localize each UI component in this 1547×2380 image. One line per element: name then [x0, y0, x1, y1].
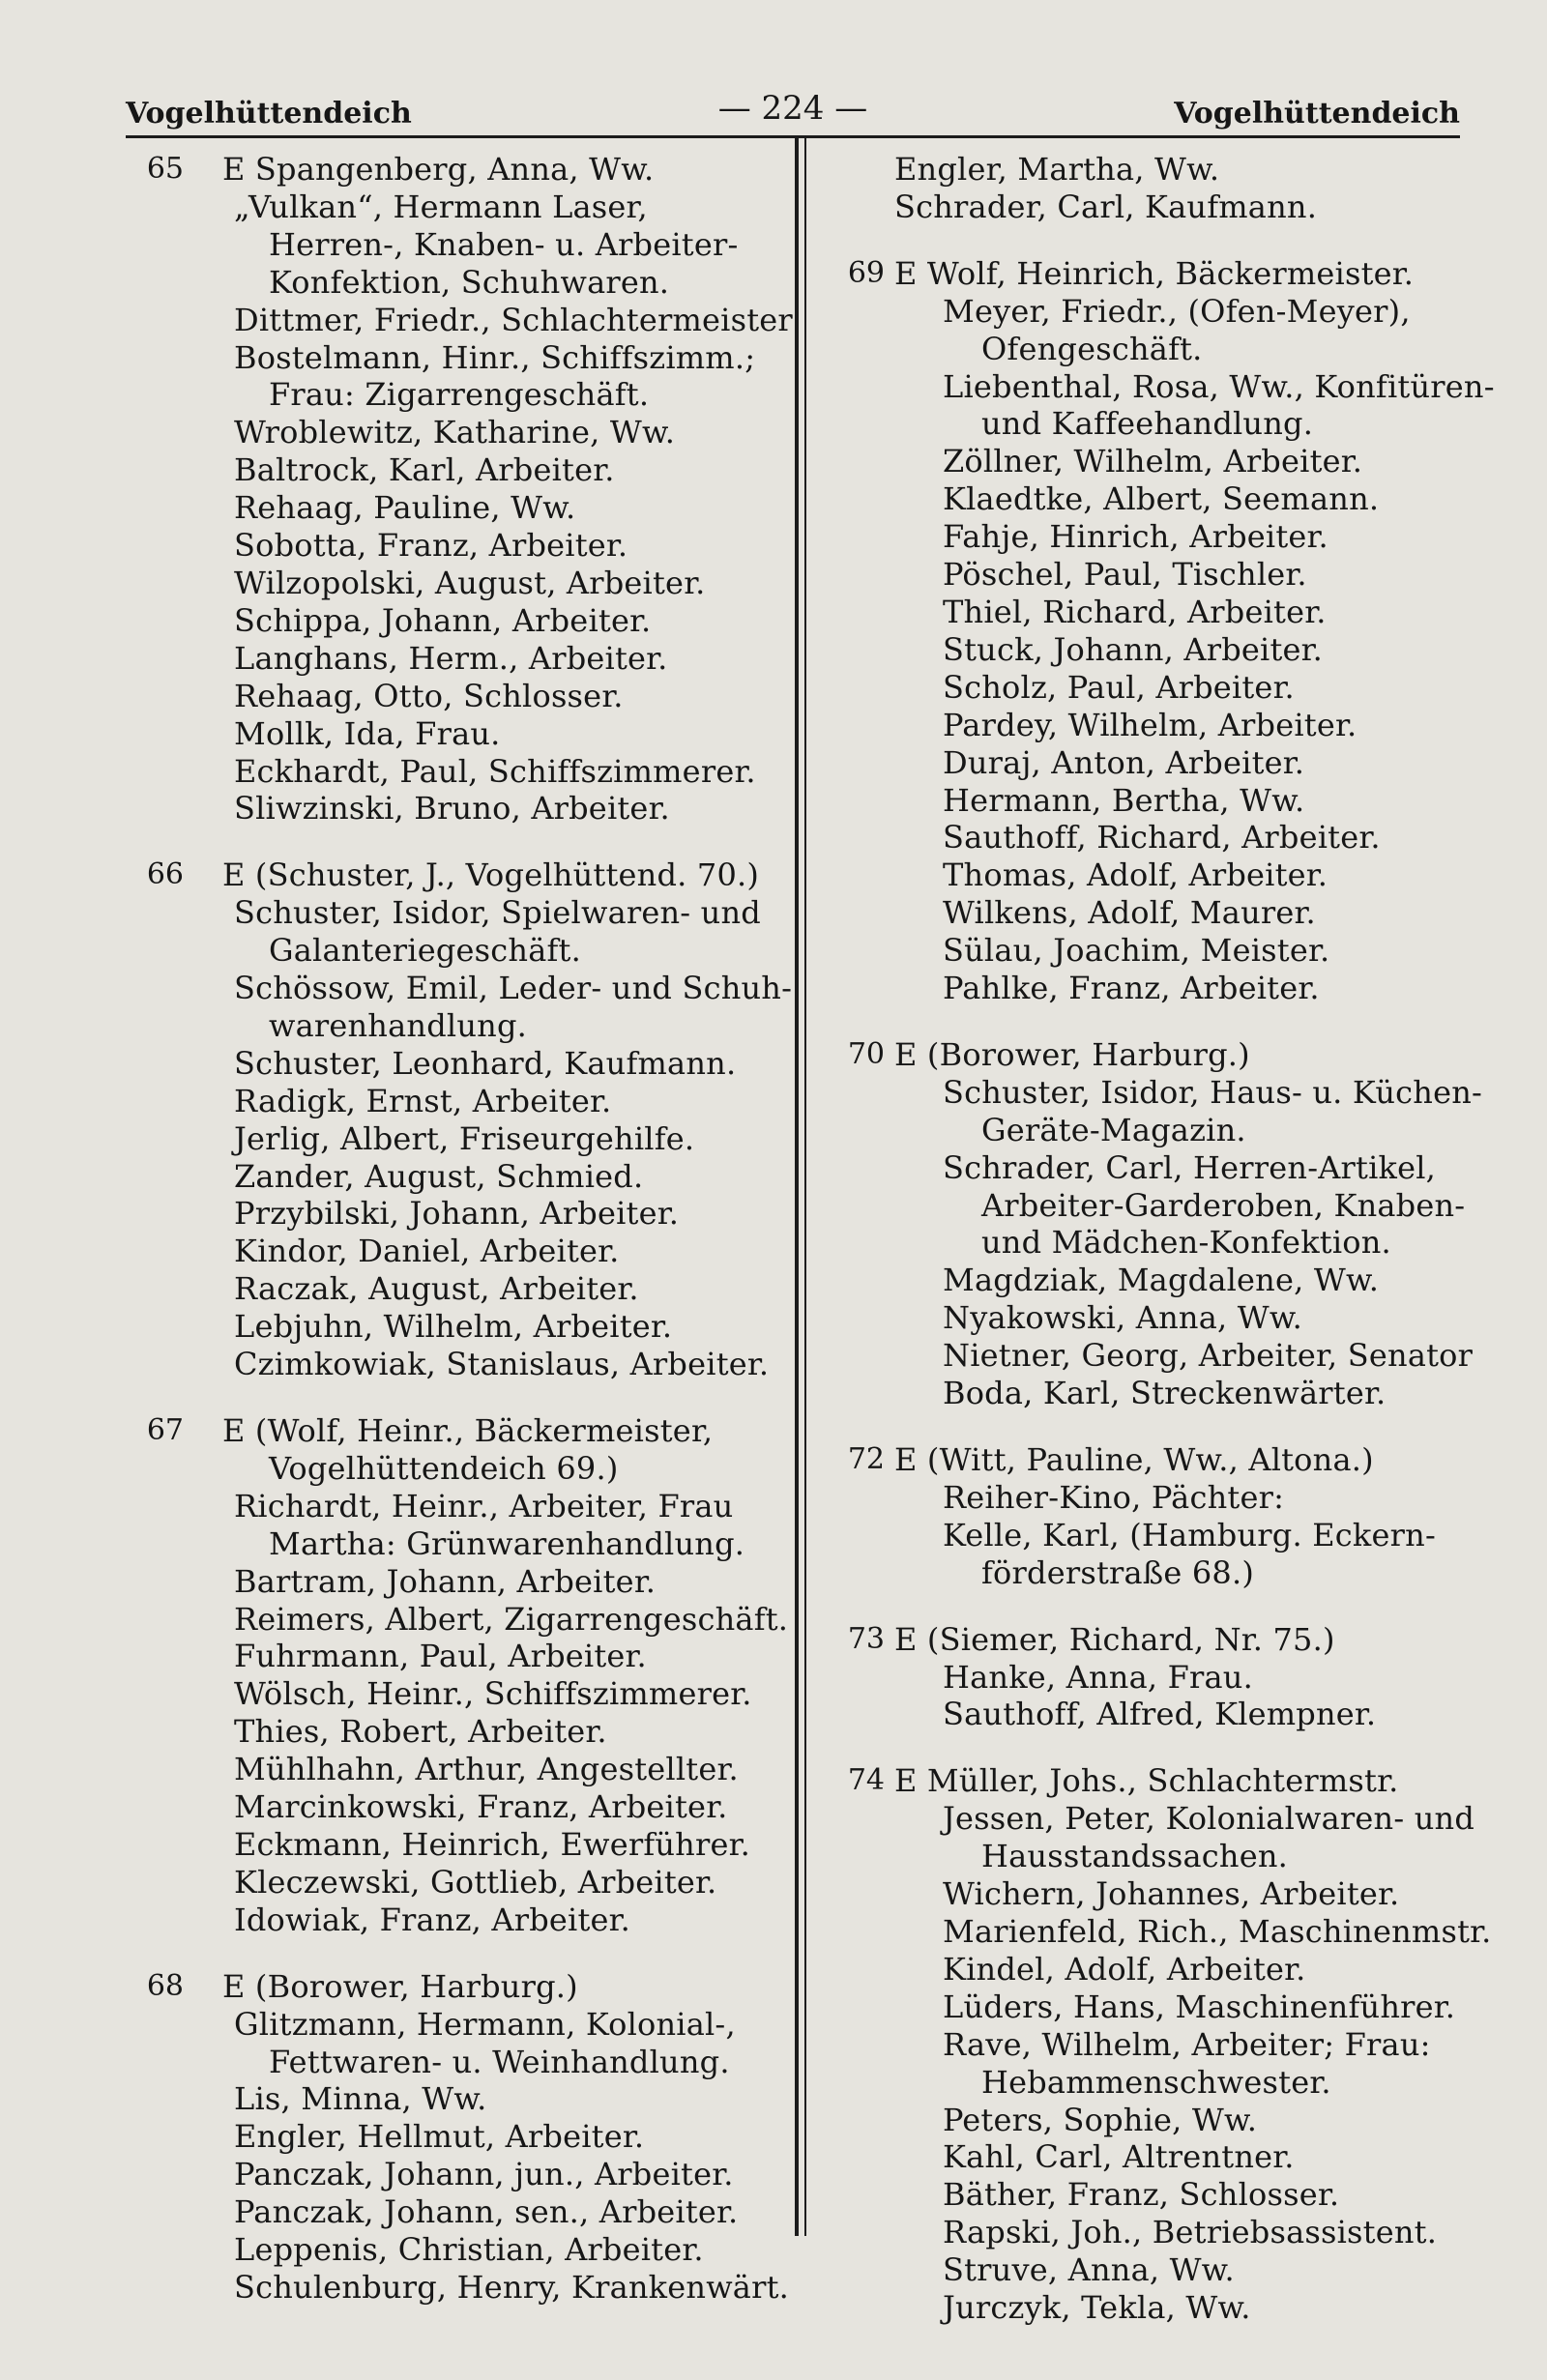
resident-line: Fahje, Hinrich, Arbeiter. [943, 518, 1328, 556]
resident-line: Eckmann, Heinrich, Ewerführer. [234, 1825, 750, 1863]
resident-line: Scholz, Paul, Arbeiter. [943, 668, 1295, 706]
continuation-line: und Mädchen-Konfektion. [981, 1224, 1391, 1262]
resident-line: Glitzmann, Hermann, Kolonial-, [234, 2005, 736, 2043]
resident-line: Zander, August, Schmied. [234, 1157, 644, 1195]
resident-line: Nietner, Georg, Arbeiter, Senator [943, 1337, 1474, 1375]
resident-line: Schippa, Johann, Arbeiter. [234, 601, 652, 639]
house-number: 68 [146, 1968, 184, 2003]
continuation-line: Konfektion, Schuhwaren. [269, 263, 670, 301]
owner-line: E (Witt, Pauline, Ww., Altona.) [894, 1441, 1374, 1478]
resident-line: Sülau, Joachim, Meister. [943, 932, 1330, 970]
continuation-line: Fettwaren- u. Weinhandlung. [269, 2043, 730, 2080]
resident-line: Schrader, Carl, Herren-Artikel, [943, 1148, 1437, 1186]
owner-line: Engler, Martha, Ww. [894, 151, 1220, 188]
header-rule [126, 135, 1460, 138]
resident-line: Dittmer, Friedr., Schlachtermeister [234, 301, 793, 338]
continuation-line: Galanteriegeschäft. [269, 932, 581, 970]
resident-line: Panczak, Johann, sen., Arbeiter. [234, 2193, 739, 2231]
house-entry [836, 1035, 1483, 1412]
resident-line: Kindel, Adolf, Arbeiter. [943, 1950, 1306, 1988]
resident-line: Schuster, Isidor, Spielwaren- und [234, 894, 761, 932]
resident-line: Schössow, Emil, Leder- und Schuh- [234, 970, 793, 1007]
resident-line: Pardey, Wilhelm, Arbeiter. [943, 706, 1357, 743]
resident-line: Wroblewitz, Katharine, Ww. [234, 414, 676, 451]
resident-line: Nyakowski, Anna, Ww. [943, 1299, 1302, 1337]
resident-line: Czimkowiak, Stanislaus, Arbeiter. [234, 1346, 770, 1383]
resident-line: Bostelmann, Hinr., Schiffszimm.; [234, 338, 756, 376]
continuation-line: Herren-, Knaben- u. Arbeiter- [269, 225, 739, 263]
resident-line: Kindor, Daniel, Arbeiter. [234, 1233, 620, 1270]
house-entry [836, 1621, 1465, 1734]
resident-line: Raczak, August, Arbeiter. [234, 1270, 639, 1308]
resident-line: Jurczyk, Tekla, Ww. [943, 2289, 1251, 2327]
resident-line: Struve, Anna, Ww. [943, 2251, 1235, 2289]
resident-line: Liebenthal, Rosa, Ww., Konfitüren- [943, 367, 1495, 405]
resident-line: Langhans, Herm., Arbeiter. [234, 639, 668, 677]
owner-line: Schrader, Carl, Kaufmann. [894, 188, 1318, 225]
resident-line: „Vulkan“, Hermann Laser, [234, 188, 648, 225]
resident-line: Panczak, Johann, jun., Arbeiter. [234, 2156, 734, 2193]
resident-line: Thiel, Richard, Arbeiter. [943, 593, 1327, 630]
house-entry [135, 856, 793, 1383]
resident-line: Lüders, Hans, Maschinenführer. [943, 1988, 1456, 2025]
resident-line: Thomas, Adolf, Arbeiter. [943, 856, 1328, 894]
owner-line: E (Wolf, Heinr., Bäckermeister, [222, 1412, 714, 1449]
resident-line: Pöschel, Paul, Tischler. [943, 556, 1307, 594]
owner-line: E Müller, Johs., Schlachtermstr. [894, 1762, 1399, 1800]
house-entry [836, 151, 1465, 226]
house-number: 69 [847, 255, 885, 290]
resident-line: Rehaag, Otto, Schlosser. [234, 677, 624, 714]
continuation-line: warenhandlung. [269, 1006, 528, 1044]
resident-line: Idowiak, Franz, Arbeiter. [234, 1901, 631, 1938]
house-number: 70 [847, 1036, 885, 1071]
resident-line: Kahl, Carl, Altrentner. [943, 2138, 1295, 2176]
resident-line: Pahlke, Franz, Arbeiter. [943, 970, 1320, 1007]
resident-line: Radigk, Ernst, Arbeiter. [234, 1082, 612, 1119]
resident-line: Richardt, Heinr., Arbeiter, Frau [234, 1487, 734, 1524]
continuation-line: Geräte-Magazin. [981, 1111, 1246, 1148]
house-number: 73 [847, 1621, 885, 1656]
house-entry [135, 1967, 790, 2307]
resident-line: Wilzopolski, August, Arbeiter. [234, 564, 706, 601]
resident-line: Klaedtke, Albert, Seemann. [943, 480, 1380, 518]
house-number: 67 [146, 1413, 184, 1447]
resident-line: Jerlig, Albert, Friseurgehilfe. [234, 1119, 695, 1157]
header-street-left: Vogelhüttendeich [126, 97, 412, 131]
owner-line: E Wolf, Heinrich, Bäckermeister. [894, 254, 1415, 292]
resident-line: Wilkens, Adolf, Maurer. [943, 894, 1316, 932]
resident-line: Schuster, Isidor, Haus- u. Küchen- [943, 1073, 1483, 1111]
resident-line: Lis, Minna, Ww. [234, 2080, 487, 2118]
resident-line: Mühlhahn, Arthur, Angestellter. [234, 1751, 739, 1788]
column-divider-thin [804, 138, 806, 2236]
house-number: 72 [847, 1442, 885, 1476]
owner-line: E (Borower, Harburg.) [222, 1967, 578, 2005]
resident-line: Jessen, Peter, Kolonialwaren- und [943, 1800, 1475, 1838]
owner-line: E Spangenberg, Anna, Ww. [222, 151, 655, 188]
continuation-line: Martha: Grünwarenhandlung. [269, 1524, 745, 1562]
resident-line: Marcinkowski, Franz, Arbeiter. [234, 1788, 728, 1826]
resident-line: Meyer, Friedr., (Ofen-Meyer), [943, 292, 1411, 330]
resident-line: Stuck, Johann, Arbeiter. [943, 630, 1324, 668]
resident-line: Rehaag, Pauline, Ww. [234, 489, 576, 527]
owner-line: E (Schuster, J., Vogelhüttend. 70.) [222, 856, 760, 894]
resident-line: Magdziak, Magdalene, Ww. [943, 1262, 1380, 1299]
resident-line: Boda, Karl, Streckenwärter. [943, 1375, 1386, 1412]
resident-line: Kelle, Karl, (Hamburg. Eckern- [943, 1516, 1436, 1553]
resident-line: Peters, Sophie, Ww. [943, 2101, 1258, 2138]
continuation-line: Ofengeschäft. [981, 330, 1203, 367]
owner-line: E (Siemer, Richard, Nr. 75.) [894, 1620, 1335, 1658]
resident-line: Wichern, Johannes, Arbeiter. [943, 1875, 1400, 1913]
resident-line: Leppenis, Christian, Arbeiter. [234, 2231, 704, 2269]
continuation-line: Frau: Zigarrengeschäft. [269, 376, 650, 414]
page-number: — 224 — [717, 89, 868, 128]
resident-line: Marienfeld, Rich., Maschinenmstr. [943, 1912, 1492, 1950]
resident-line: Wölsch, Heinr., Schiffszimmerer. [234, 1675, 752, 1713]
continuation-line: Arbeiter-Garderoben, Knaben- [981, 1186, 1466, 1224]
resident-line: Bartram, Johann, Arbeiter. [234, 1562, 657, 1600]
resident-line: Sliwzinski, Bruno, Arbeiter. [234, 790, 670, 827]
house-entry [135, 151, 793, 827]
resident-line: Rapski, Joh., Betriebsassistent. [943, 2214, 1438, 2251]
house-number: 65 [146, 152, 184, 186]
resident-line: Sauthoff, Richard, Arbeiter. [943, 819, 1381, 856]
header-street-right: Vogelhüttendeich [1174, 97, 1460, 131]
resident-line: Baltrock, Karl, Arbeiter. [234, 451, 615, 489]
resident-line: Eckhardt, Paul, Schiffszimmerer. [234, 752, 756, 790]
resident-line: Hanke, Anna, Frau. [943, 1658, 1253, 1696]
resident-line: Hermann, Bertha, Ww. [943, 781, 1305, 819]
continuation-line: förderstraße 68.) [981, 1553, 1255, 1591]
house-entry [836, 254, 1495, 1007]
house-entry [836, 1441, 1465, 1592]
running-head [126, 89, 1460, 137]
continuation-line: Vogelhüttendeich 69.) [269, 1449, 619, 1487]
resident-line: Bäther, Franz, Schlosser. [943, 2176, 1340, 2214]
column-divider [795, 138, 799, 2236]
resident-line: Sauthoff, Alfred, Klempner. [943, 1696, 1377, 1733]
house-entry [135, 1412, 789, 1939]
resident-line: Rave, Wilhelm, Arbeiter; Frau: [943, 2025, 1431, 2063]
right-column [836, 151, 1495, 2356]
resident-line: Engler, Hellmut, Arbeiter. [234, 2118, 645, 2156]
left-column [135, 151, 793, 2336]
house-number: 66 [146, 857, 184, 892]
owner-line: E (Borower, Harburg.) [894, 1035, 1250, 1073]
resident-line: Lebjuhn, Wilhelm, Arbeiter. [234, 1308, 673, 1346]
resident-line: Przybilski, Johann, Arbeiter. [234, 1195, 680, 1233]
resident-line: Reimers, Albert, Zigarrengeschäft. [234, 1600, 789, 1638]
resident-line: Duraj, Anton, Arbeiter. [943, 743, 1305, 781]
resident-line: Reiher-Kino, Pächter: [943, 1478, 1285, 1516]
resident-line: Mollk, Ida, Frau. [234, 714, 501, 752]
resident-line: Schulenburg, Henry, Krankenwärt. [234, 2268, 790, 2306]
continuation-line: Hausstandssachen. [981, 1838, 1289, 1875]
house-entry [836, 1762, 1492, 2327]
resident-line: Fuhrmann, Paul, Arbeiter. [234, 1638, 647, 1675]
resident-line: Thies, Robert, Arbeiter. [234, 1713, 607, 1751]
resident-line: Kleczewski, Gottlieb, Arbeiter. [234, 1863, 717, 1901]
resident-line: Sobotta, Franz, Arbeiter. [234, 527, 628, 565]
resident-line: Zöllner, Wilhelm, Arbeiter. [943, 443, 1363, 480]
continuation-line: Hebammenschwester. [981, 2063, 1331, 2101]
resident-line: Schuster, Leonhard, Kaufmann. [234, 1044, 737, 1082]
house-number: 74 [847, 1763, 885, 1798]
continuation-line: und Kaffeehandlung. [981, 405, 1314, 443]
